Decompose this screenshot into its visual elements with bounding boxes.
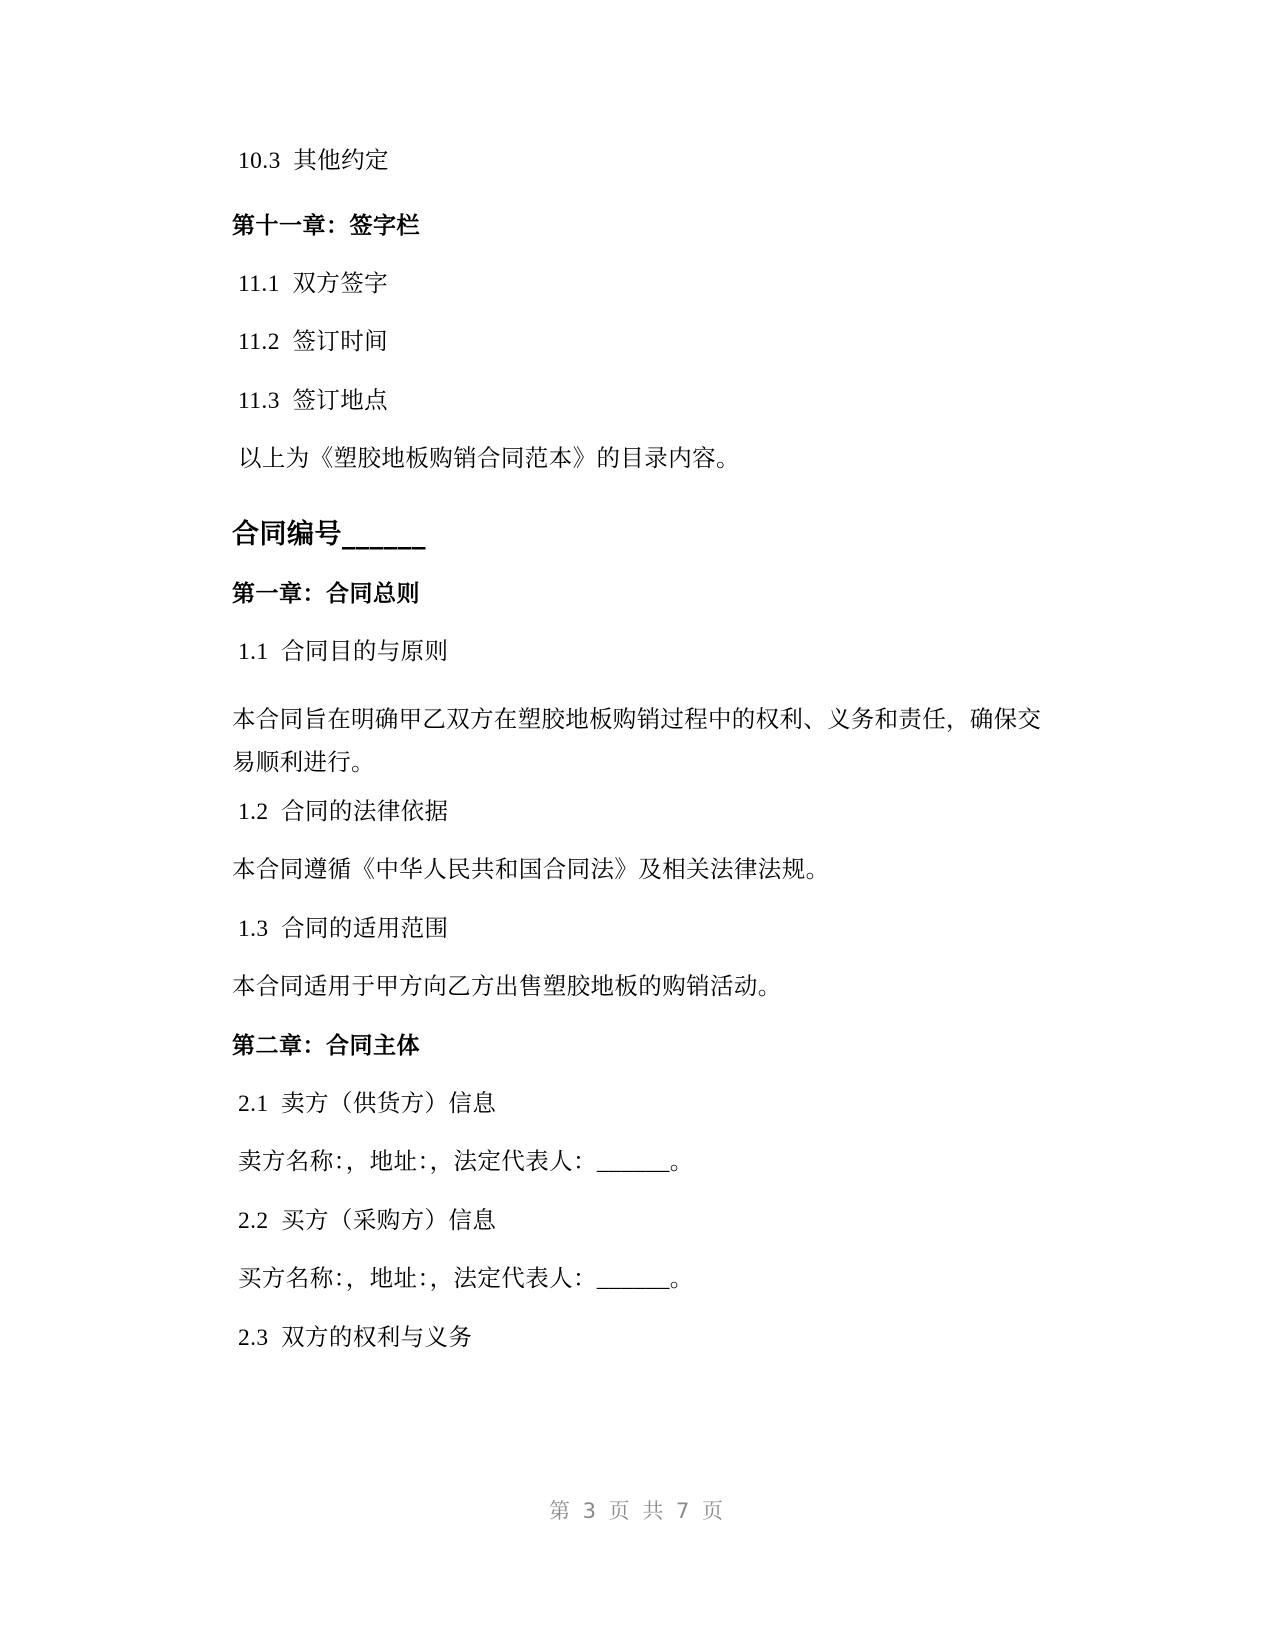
paragraph-1-1-title: 1.1 合同目的与原则 bbox=[238, 638, 449, 665]
paragraph-1-2-title: 1.2 合同的法律依据 bbox=[238, 798, 449, 825]
paragraph-1-3-title: 1.3 合同的适用范围 bbox=[238, 915, 449, 942]
paragraph-2-2-title: 2.2 买方（采购方）信息 bbox=[238, 1207, 497, 1234]
paragraph-2-1-title: 2.1 卖方（供货方）信息 bbox=[238, 1090, 497, 1117]
paragraph-2-2-body: 买方名称：，地址：，法定代表人：______。 bbox=[238, 1266, 694, 1293]
heading-chapter-2: 第二章：合同主体 bbox=[232, 1032, 420, 1059]
paragraph-2-3-title: 2.3 双方的权利与义务 bbox=[238, 1324, 473, 1351]
paragraph-11-1: 11.1 双方签字 bbox=[238, 270, 389, 297]
paragraph-toc-summary: 以上为《塑胶地板购销合同范本》的目录内容。 bbox=[238, 446, 740, 472]
paragraph-1-3-body: 本合同适用于甲方向乙方出售塑胶地板的购销活动。 bbox=[232, 974, 782, 1001]
document-body bbox=[232, 150, 1042, 1385]
paragraph-1-2-body: 本合同遵循《中华人民共和国合同法》及相关法律法规。 bbox=[232, 857, 830, 884]
paragraph-10-3: 10.3 其他约定 bbox=[238, 148, 389, 174]
page-footer: 第 3 页 共 7 页 bbox=[548, 1499, 727, 1523]
heading-contract-number: 合同编号______ bbox=[232, 518, 426, 550]
paragraph-2-1-body: 卖方名称：，地址：，法定代表人：______。 bbox=[238, 1149, 694, 1176]
paragraph-11-3: 11.3 签订地点 bbox=[238, 387, 389, 414]
heading-chapter-11: 第十一章：签字栏 bbox=[232, 212, 420, 239]
paragraph-11-2: 11.2 签订时间 bbox=[238, 329, 389, 355]
paragraph-1-1-body: 本合同旨在明确甲乙双方在塑胶地板购销过程中的权利、义务和责任，确保交易顺利进行。 bbox=[232, 707, 1042, 776]
heading-chapter-1: 第一章：合同总则 bbox=[232, 580, 420, 607]
